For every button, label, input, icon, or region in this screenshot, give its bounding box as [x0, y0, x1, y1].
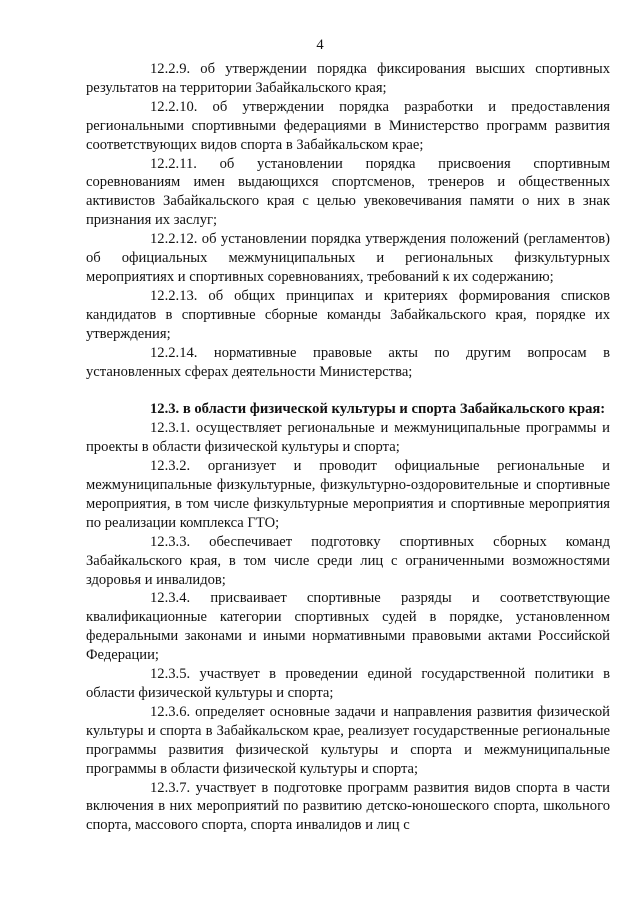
paragraph-12-3-6: 12.3.6. определяет основные задачи и направления развития физической культуры и спорта в Забайкальском крае, реализует государственные региональные программы развития физической культуры и спорта и межмуниципальные программы в области физической культуры и спорта;	[86, 703, 610, 777]
page-body	[86, 60, 610, 835]
paragraph-12-3-7: 12.3.7. участвует в подготовке программ развития видов спорта в части включения в них мероприятий по развитию детско-юношеского спорта, школьного спорта, массового спорта, спорта инвалидов и лиц с	[86, 779, 610, 834]
paragraph-12-2-9: 12.2.9. об утверждении порядка фиксирования высших спортивных результатов на территории Забайкальского края;	[86, 61, 610, 96]
section-spacer	[86, 381, 610, 400]
paragraph-12-2-12: 12.2.12. об установлении порядка утверждения положений (регламентов) об официальных межмуниципальных и региональных физкультурных мероприятиях и спортивных соревнованиях, требований к их содержанию;	[86, 231, 610, 285]
paragraph-12-3-1: 12.3.1. осуществляет региональные и межмуниципальные программы и проекты в области физической культуры и спорта;	[86, 420, 610, 456]
paragraph-12-3-3: 12.3.3. обеспечивает подготовку спортивных сборных команд Забайкальского края, в том числе среди лиц с ограниченными возможностями здоровья и инвалидов;	[86, 533, 610, 588]
paragraph-12-3-4: 12.3.4. присваивает спортивные разряды и соответствующие квалификационные категории спортивных судей в порядке, установленном федеральными законами и иными нормативными правовыми актами Российской Федерации;	[86, 590, 610, 664]
paragraph-12-3-2: 12.3.2. организует и проводит официальные региональные и межмуниципальные физкультурные, физкультурно-оздоровительные и спортивные мероприятия, в том числе физкультурные мероприятия и спортивные мероприятия по реализации комплекса ГТО;	[86, 458, 610, 531]
section-heading-12-3: 12.3. в области физической культуры и спорта Забайкальского края:	[150, 401, 606, 418]
paragraph-12-2-10: 12.2.10. об утверждении порядка разработки и предоставления региональными спортивными федерациями в Министерство программ развития соответствующих видов спорта в Забайкальском крае;	[86, 98, 610, 153]
page-number: 4	[316, 37, 324, 53]
paragraph-12-2-14: 12.2.14. нормативные правовые акты по другим вопросам в установленных сферах деятельности Министерства;	[86, 344, 610, 380]
paragraph-12-2-13: 12.2.13. об общих принципах и критериях формирования списков кандидатов в спортивные сборные команды Забайкальского края, порядке их утверждения;	[86, 287, 610, 342]
paragraph-12-2-11: 12.2.11. об установлении порядка присвоения спортивным соревнованиям имен выдающихся спортсменов, тренеров и общественных активистов Забайкальского края с целью увековечивания памяти о них в знак признания их заслуг;	[86, 155, 610, 229]
paragraph-12-3-5: 12.3.5. участвует в проведении единой государственной политики в области физической культуры и спорта;	[86, 666, 610, 701]
